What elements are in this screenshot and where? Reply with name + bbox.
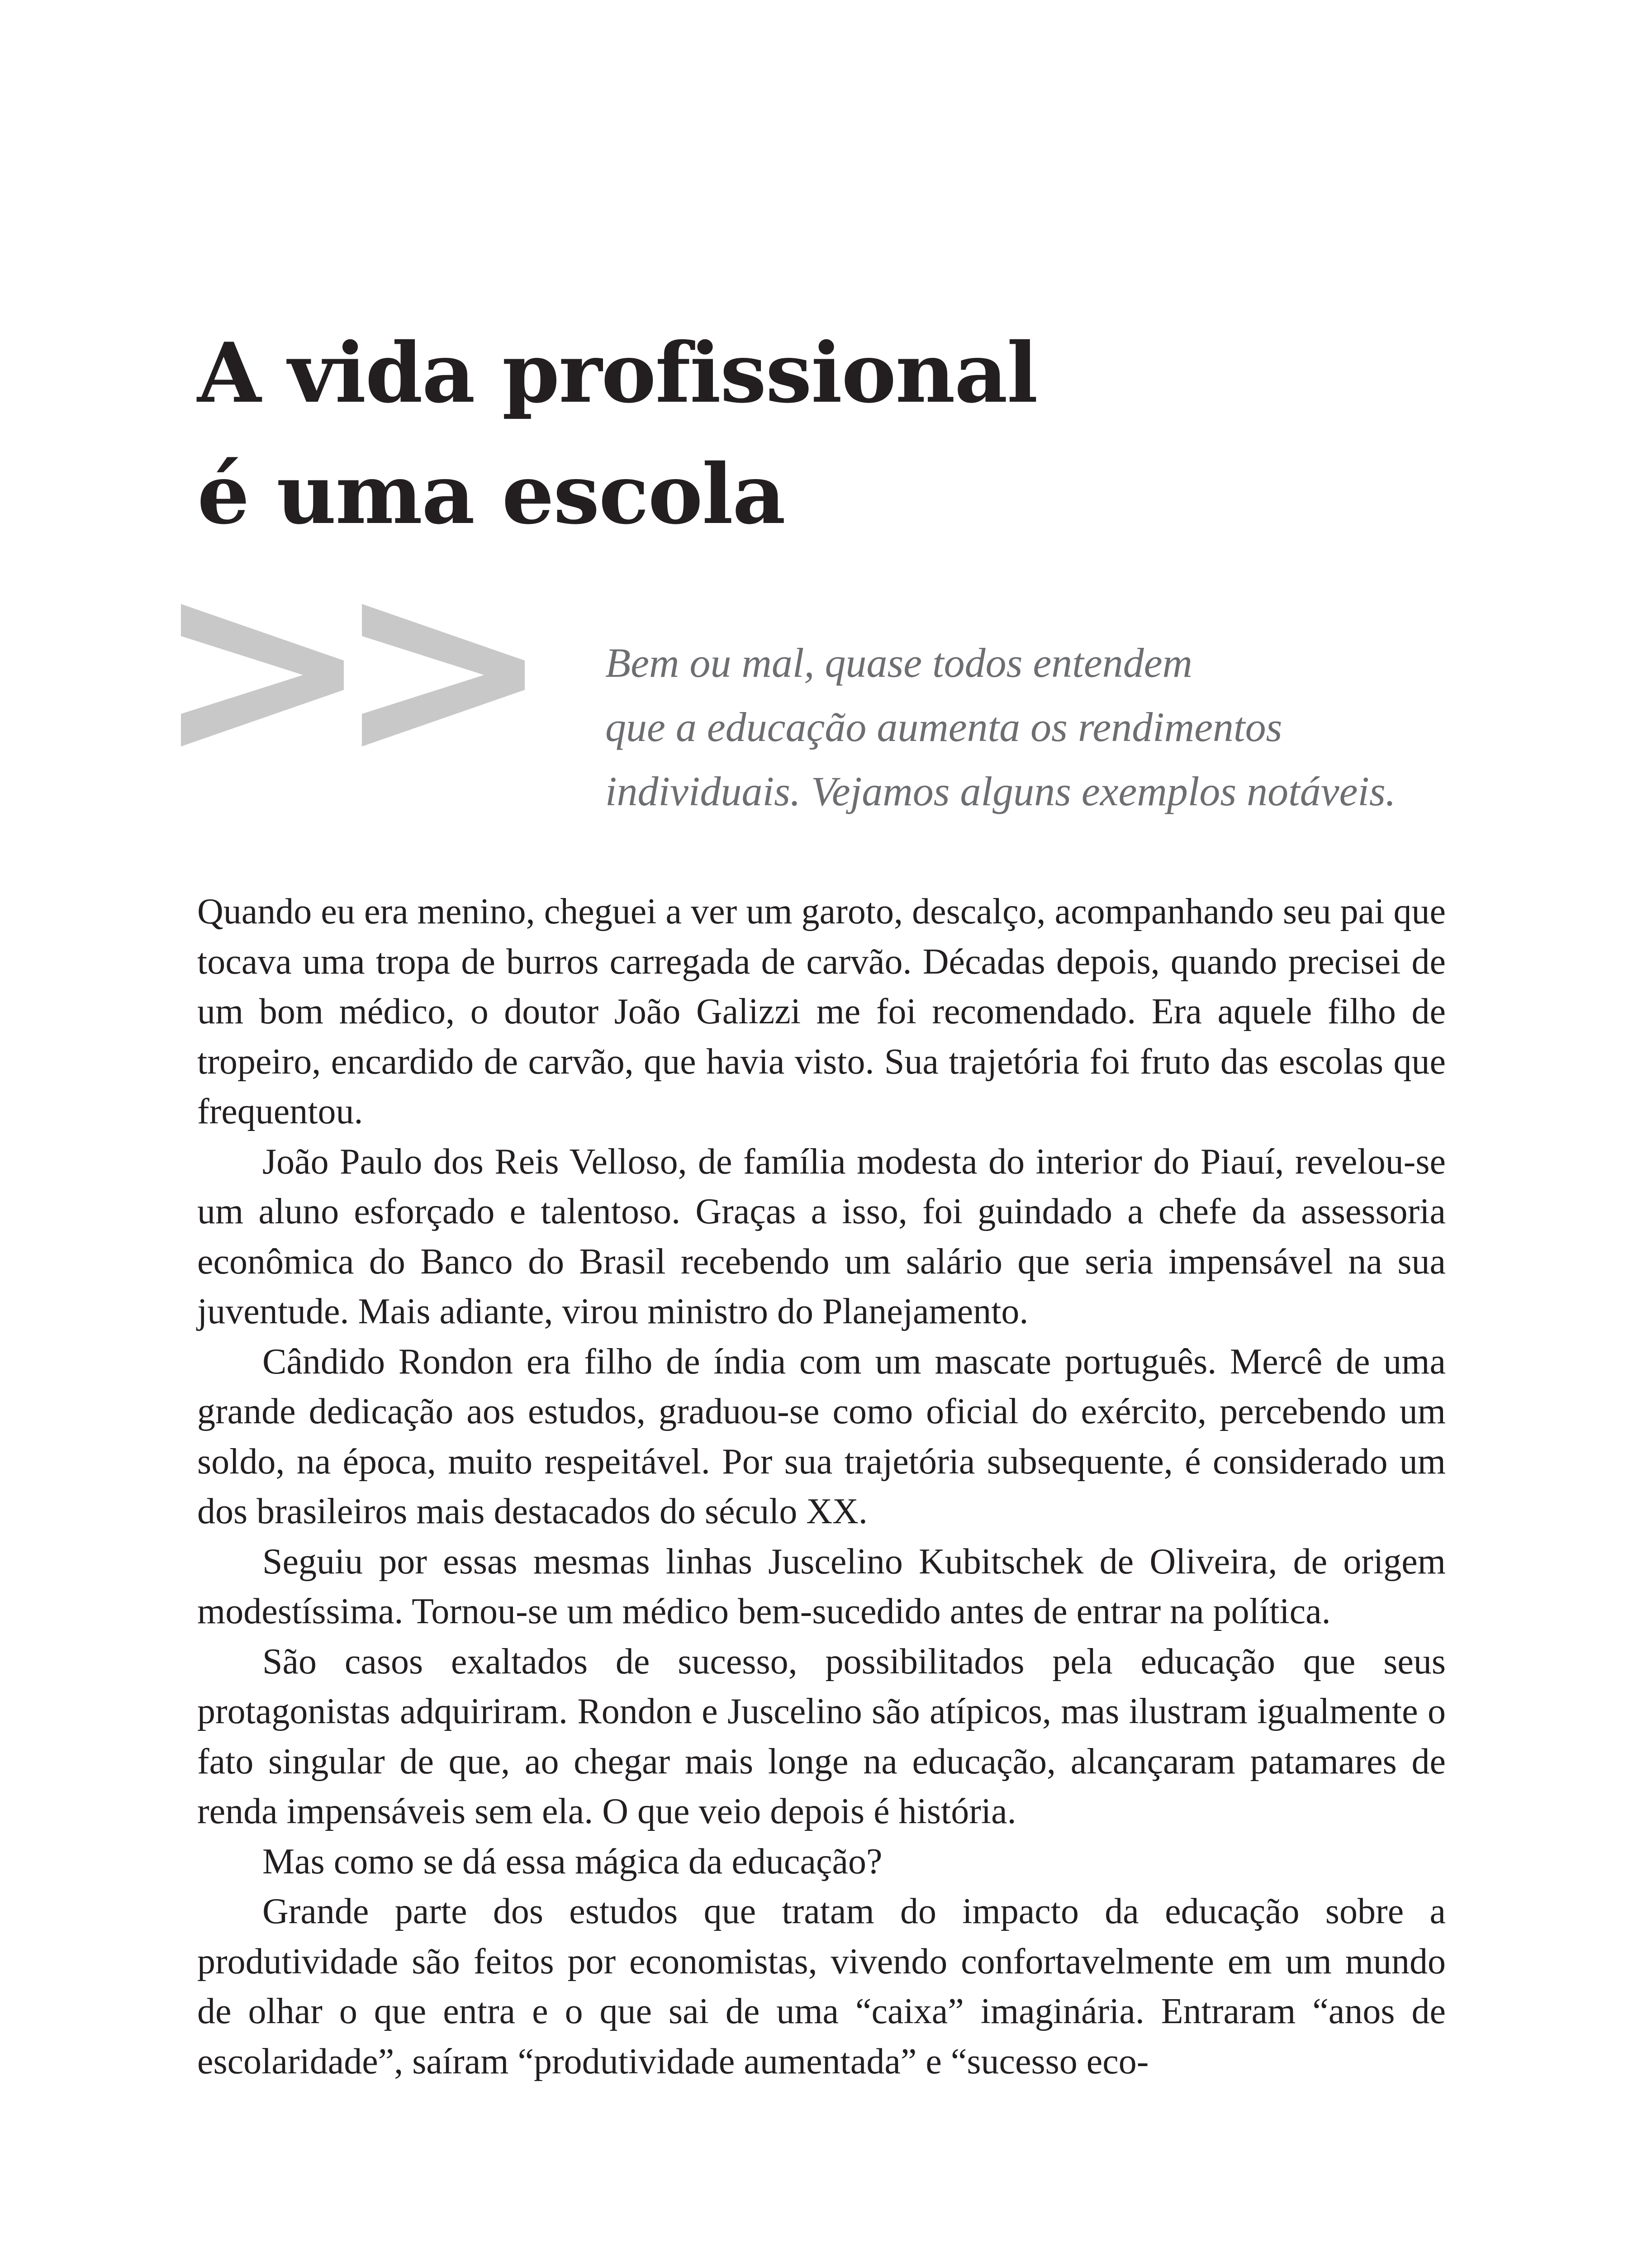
body-text [197, 887, 1446, 2086]
paragraph: Grande parte dos estudos que tratam do impacto da educação sobre a produtividade são feitos por economistas, vivendo confortavelmente em um mundo de olhar o que entra e o que sai de uma “caixa” imaginária. Entraram “anos de escolaridade”, saíram “produtividade aumentada” e “sucesso eco- [197, 1891, 1446, 2081]
chapter-title-line: A vida profissional [197, 324, 1037, 421]
lead-line: que a educação aumenta os rendimentos [605, 704, 1282, 750]
four-slashes-icon [1420, 2257, 1556, 2262]
lead-line: Bem ou mal, quase todos entendem [605, 640, 1192, 686]
chapter-title [197, 312, 1037, 555]
paragraph: Mas como se dá essa mágica da educação? [262, 1841, 883, 1882]
paragraph: Cândido Rondon era filho de índia com um mascate português. Mercê de uma grande dedicação aos estudos, graduou-se como oficial do exército, percebendo um soldo, na época, muito respeitável. Por sua trajetória subsequente, é considerado um dos brasileiros mais destacados do século XX. [197, 1341, 1446, 1531]
lead-paragraph [605, 631, 1396, 823]
chevron-left-part [181, 604, 344, 746]
chevron-right-part [362, 604, 525, 746]
chapter-title-line: é uma escola [197, 446, 785, 542]
double-chevron-right-icon [172, 570, 543, 796]
paragraph: Seguiu por essas mesmas linhas Juscelino Kubitschek de Oliveira, de origem modestíssima. Tornou-se um médico bem-sucedido antes de entrar na política. [197, 1541, 1446, 1631]
paragraph: João Paulo dos Reis Velloso, de família modesta do interior do Piauí, revelou-se um aluno esforçado e talentoso. Graças a isso, foi guindado a chefe da assessoria econômica do Banco do Brasil recebendo um salário que seria impensável na sua juventude. Mais adiante, virou ministro do Planejamento. [197, 1141, 1446, 1331]
paragraph: Quando eu era menino, cheguei a ver um garoto, descalço, acompanhando seu pai que tocava uma tropa de burros carregada de carvão. Décadas depois, quando precisei de um bom médico, o doutor João Galizzi me foi recomendado. Era aquele filho de tropeiro, encardido de carvão, que havia visto. Sua trajetória foi fruto das escolas que frequentou. [197, 892, 1446, 1131]
lead-line: individuais. Vejamos alguns exemplos notáveis. [605, 768, 1396, 814]
paragraph: São casos exaltados de sucesso, possibilitados pela educação que seus protagonistas adquiriram. Rondon e Juscelino são atípicos, mas ilustram igualmente o fato singular de que, ao chegar mais longe na educação, alcançaram patamares de renda impensáveis sem ela. O que veio depois é história. [197, 1641, 1446, 1831]
